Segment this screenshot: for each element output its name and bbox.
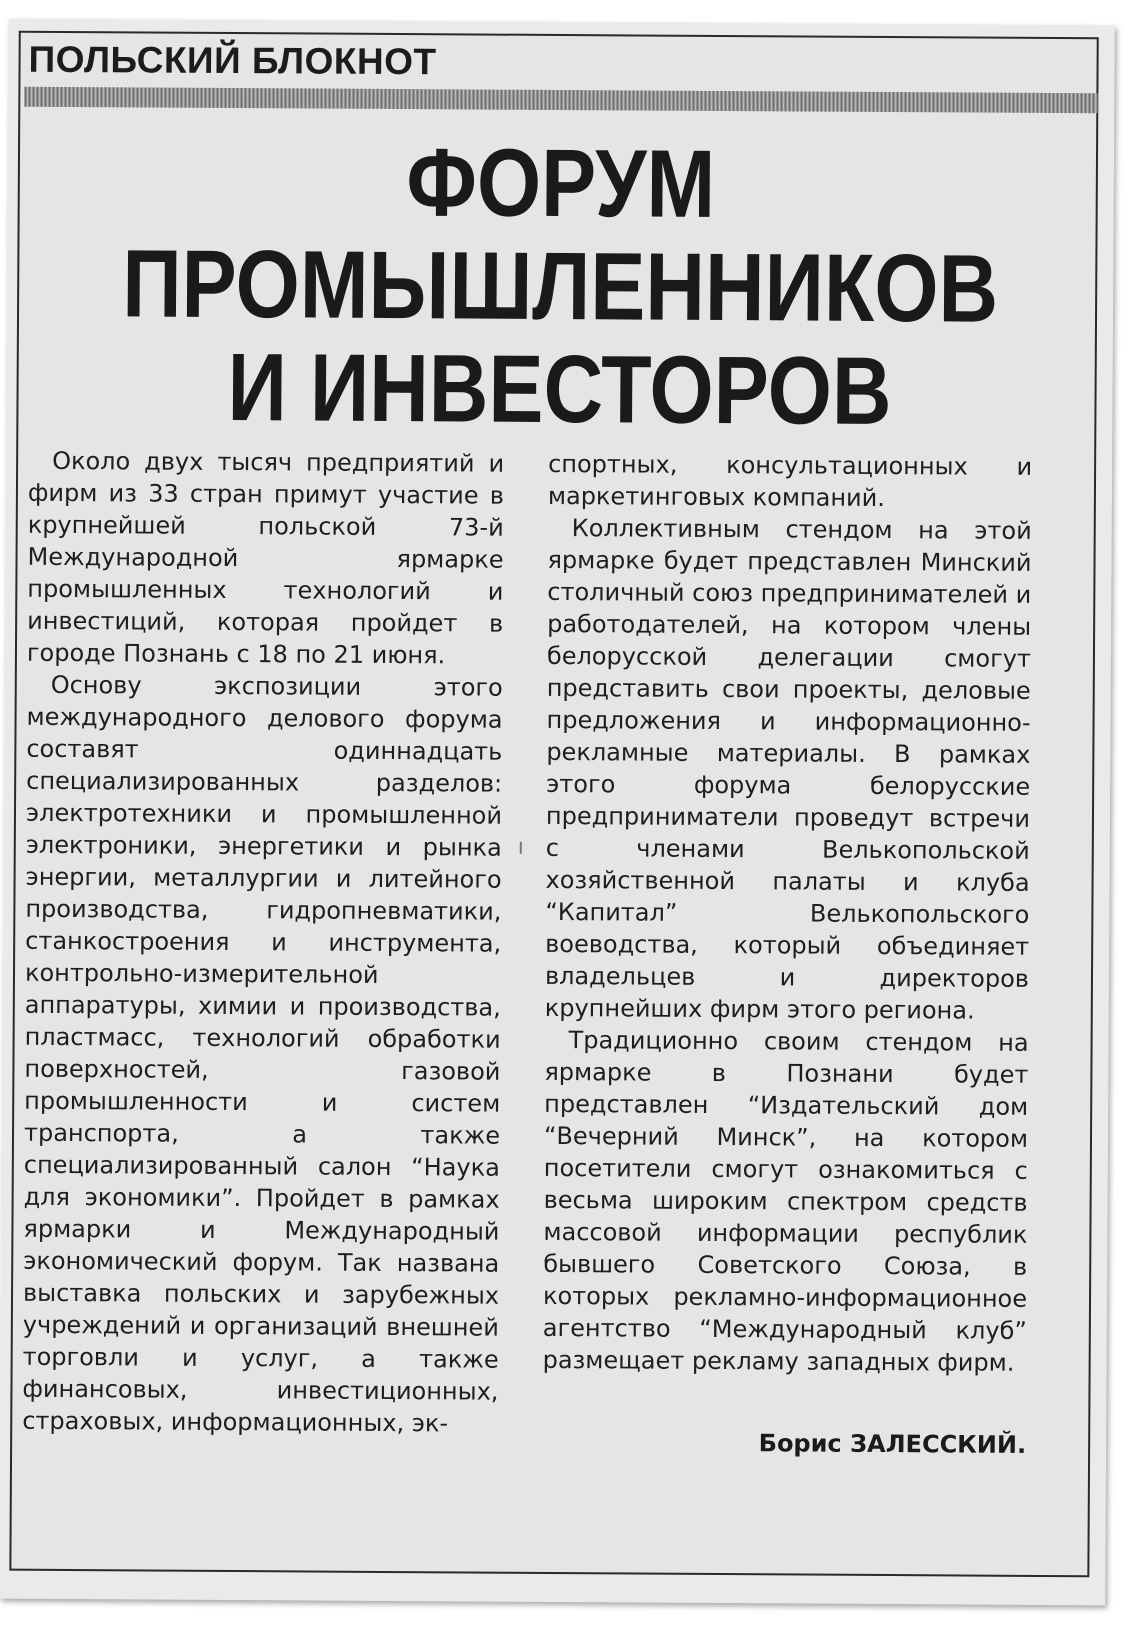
paragraph: Коллективным стендом на этой ярмарке будет представлен Минский столичный союз предпринимателей и работодателей, на котором члены белорусской делегации смогут представить свои проекты, деловые предложения и информационно-рекламные материалы. В рамках этого форума белорусские предприниматели проведут встречи с членами Велькопольской хозяйственной палаты и клуба “Капитал” Велькопольского воеводства, который объединяет владельцев и директоров крупнейших фирм этого региона. bbox=[544, 514, 1032, 1025]
fold-mark bbox=[520, 842, 522, 854]
paragraph: спортных, консультационных и маркетинговых компаний. bbox=[547, 449, 1033, 512]
headline-line-1: ФОРУМ bbox=[406, 129, 716, 238]
article-column-left bbox=[22, 445, 504, 1440]
section-rubric: ПОЛЬСКИЙ БЛОКНОТ bbox=[28, 38, 437, 83]
article-column-right bbox=[543, 448, 1033, 1379]
headline-line-2: ПРОМЫШЛЕННИКОВ bbox=[121, 230, 999, 343]
article-headline bbox=[96, 129, 1025, 444]
paragraph: Основу экспозиции этого международного делового форума составят одиннадцать специализированных разделов: электротехники и промышленной электроники, энергетики и рынка энергии, металлургии и литейного производства, гидропневматики, станкостроения и инструмента, контрольно-измерительной аппаратуры, химии и производства, пластмасс, технологий обработки поверхностей, газовой промышленности и систем транспорта, а также специализированный салон “Наука для экономики”. Пройдет в рамках ярмарки и Международный экономический форум. Так названа выставка польских и зарубежных учреждений и организаций внешней торговли и услуг, а также финансовых, инвестиционных, страховых, информационных, эк- bbox=[22, 670, 503, 1438]
author-signature: Борис ЗАЛЕССКИЙ. bbox=[758, 1429, 1027, 1459]
headline-line-3: И ИНВЕСТОРОВ bbox=[227, 333, 892, 446]
newspaper-clipping bbox=[0, 19, 1115, 1606]
paragraph: Около двух тысяч предприятий и фирм из 33 стран примут участие в крупнейшей польской 73-й Международной ярмарке промышленных технологий и инвестиций, которая пройдет в городе Познань с 18 по 21 июня. bbox=[26, 446, 505, 670]
paragraph: Традиционно своим стендом на ярмарке в Познани будет представлен “Издательский дом “Вечерний Минск”, на котором посетители смогут ознакомиться с весьма широким спектром средств массовой информации республик бывшего Советского Союза, в которых рекламно-информационное агентство “Международный клуб” размещает рекламу западных фирм. bbox=[542, 1026, 1029, 1377]
